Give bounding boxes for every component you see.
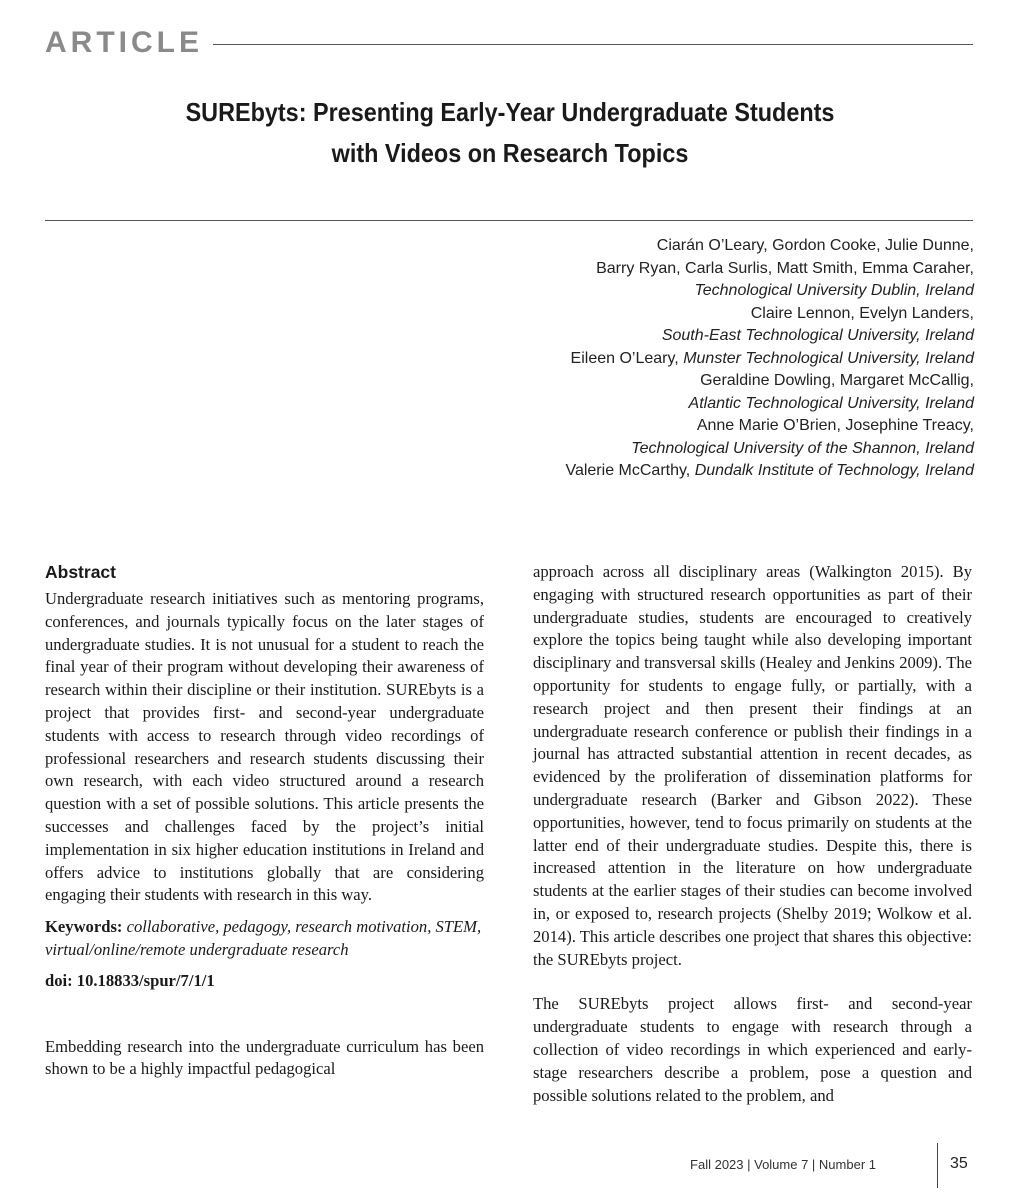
author-line: Claire Lennon, Evelyn Landers, <box>750 304 974 322</box>
section-label: ARTICLE <box>45 26 203 59</box>
author-line: Geraldine Dowling, Margaret McCallig, <box>700 372 974 389</box>
author-name: Valerie McCarthy, <box>565 462 691 479</box>
section-rule <box>213 44 973 45</box>
abstract-heading: Abstract <box>45 562 116 582</box>
title-rule <box>45 220 973 221</box>
page-number: 35 <box>950 1155 968 1172</box>
intro-paragraph: Embedding research into the undergraduate curriculum has been shown to be a highly impactful pedagogical <box>45 1036 484 1079</box>
keywords <box>45 916 484 962</box>
affiliation: South-East Technological University, Ireland <box>661 327 974 344</box>
affiliation: Munster Technological University, Ireland <box>683 349 974 367</box>
author-line: Ciarán O’Leary, Gordon Cooke, Julie Dunne, <box>656 237 974 254</box>
author-list <box>414 235 974 483</box>
title-line-2: with Videos on Research Topics <box>331 138 689 168</box>
article-title <box>105 92 915 174</box>
keywords-label: Keywords: <box>45 917 123 937</box>
affiliation: Atlantic Technological University, Ireland <box>688 394 974 412</box>
left-column <box>45 560 484 1081</box>
author-line: Barry Ryan, Carla Surlis, Matt Smith, Emma Caraher, <box>596 259 974 277</box>
footer-rule <box>937 1143 938 1188</box>
intro-paragraph-continued: approach across all disciplinary areas (Walkington 2015). By engaging with structured research opportunities as part of their undergraduate studies, students are encouraged to creatively explore the topics being taught while also developing important disciplinary and transversal skills (Healey and Jenkins 2009). The opportunity for students to engage fully, or partially, with a research project and then present their findings at an undergraduate research conference or publish their findings in a journal has attracted substantial attention in recent decades, as evidenced by the proliferation of dissemination platforms for undergraduate research (Barker and Gibson 2022). These opportunities, however, tend to focus primarily on students at the latter end of their undergraduate studies. Despite this, there is increased attention in the literature on how undergraduate students at the earlier stages of their studies can become involved in, or exposed to, research projects (Shelby 2019; Wolkow et al. 2014). This article describes one project that shares this objective: the SUREbyts project. <box>533 562 972 969</box>
doi: doi: 10.18833/spur/7/1/1 <box>45 970 215 990</box>
abstract-text: Undergraduate research initiatives such as mentoring programs, conferences, and journals typically focus on the later stages of undergraduate studies. It is not unusual for a student to reach the final year of their program without developing their awareness of research within their discipline or their institution. SUREbyts is a project that provides first- and second-year undergraduate students with access to research through video recordings of professional researchers and research students discussing their own research, with each video structured around a research question with a set of possible solutions. This article presents the successes and challenges faced by the project’s initial implementation in six higher education institutions in Ireland and offers advice to institutions globally that are considering engaging their students with research in this way. <box>45 589 484 905</box>
affiliation: Technological University Dublin, Ireland <box>694 282 974 299</box>
author-line <box>414 348 974 371</box>
body-paragraph: The SUREbyts project allows first- and second-year undergraduate students to engage with research through a collection of video recordings in which experienced and early-stage researchers describe a problem, pose a question and possible solutions related to the problem, and <box>533 994 972 1105</box>
keywords-list: collaborative, pedagogy, research motivation, STEM, virtual/online/remote undergraduate research <box>45 917 482 959</box>
author-name: Eileen O’Leary, <box>570 349 679 367</box>
footer-issue: Fall 2023 | Volume 7 | Number 1 <box>690 1157 876 1172</box>
affiliation: Technological University of the Shannon, Ireland <box>631 439 974 457</box>
author-line <box>414 460 974 483</box>
right-column <box>533 561 972 1107</box>
author-line: Anne Marie O’Brien, Josephine Treacy, <box>696 417 974 434</box>
affiliation: Dundalk Institute of Technology, Ireland <box>694 462 974 479</box>
title-line-1: SUREbyts: Presenting Early-Year Undergraduate Students <box>185 97 835 127</box>
